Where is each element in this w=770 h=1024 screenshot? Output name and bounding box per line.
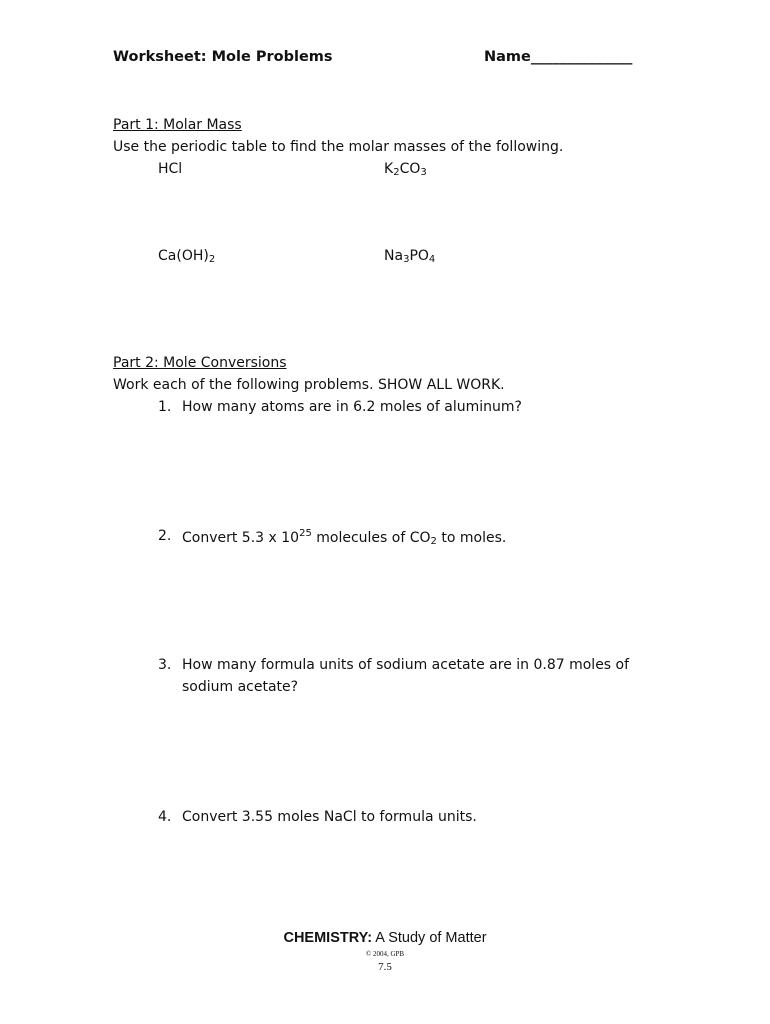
part1-heading: Part 1: Molar Mass (113, 117, 242, 133)
compound-k2co3: $K_2CO_3$ (384, 161, 427, 178)
question-number: 4. (158, 809, 172, 825)
page-number: 7.5 (378, 961, 392, 973)
part1-instruction: Use the periodic table to find the molar masses of the following. (113, 139, 564, 155)
question-number: 3. (158, 657, 172, 673)
question-4 (158, 809, 477, 825)
question-number: 1. (158, 399, 172, 415)
question-text: Convert 3.55 moles NaCl to formula units. (182, 809, 477, 825)
question-1 (158, 399, 522, 415)
worksheet-title: Worksheet: Mole Problems (113, 49, 333, 65)
question-3-line2: sodium acetate? (182, 679, 299, 695)
question-text: How many atoms are in 6.2 moles of aluminum? (182, 399, 522, 415)
question-number: 2. (158, 528, 172, 544)
footer-copyright: © 2004, GPB (365, 950, 405, 958)
part2-heading: Part 2: Mole Conversions (113, 355, 287, 371)
name-label: Name (484, 49, 531, 65)
question-text: Convert 5.3 x $10^{25}$ molecules of $CO_2$ to moles. (182, 528, 507, 547)
part2-instruction: Work each of the following problems. SHOW ALL WORK. (113, 377, 505, 393)
name-blank: ______________ (530, 49, 633, 65)
question-2 (158, 528, 507, 547)
question-3 (158, 657, 630, 673)
compound-na3po4: $Na_3PO_4$ (384, 248, 436, 265)
question-text-line1: How many formula units of sodium acetate are in 0.87 moles of (182, 657, 630, 673)
compound-hcl: HCl (158, 161, 183, 177)
footer-brand: CHEMISTRY: A Study of Matter (283, 930, 487, 946)
name-field (484, 49, 632, 65)
compound-caoh2: $Ca(OH)_2$ (158, 248, 216, 265)
